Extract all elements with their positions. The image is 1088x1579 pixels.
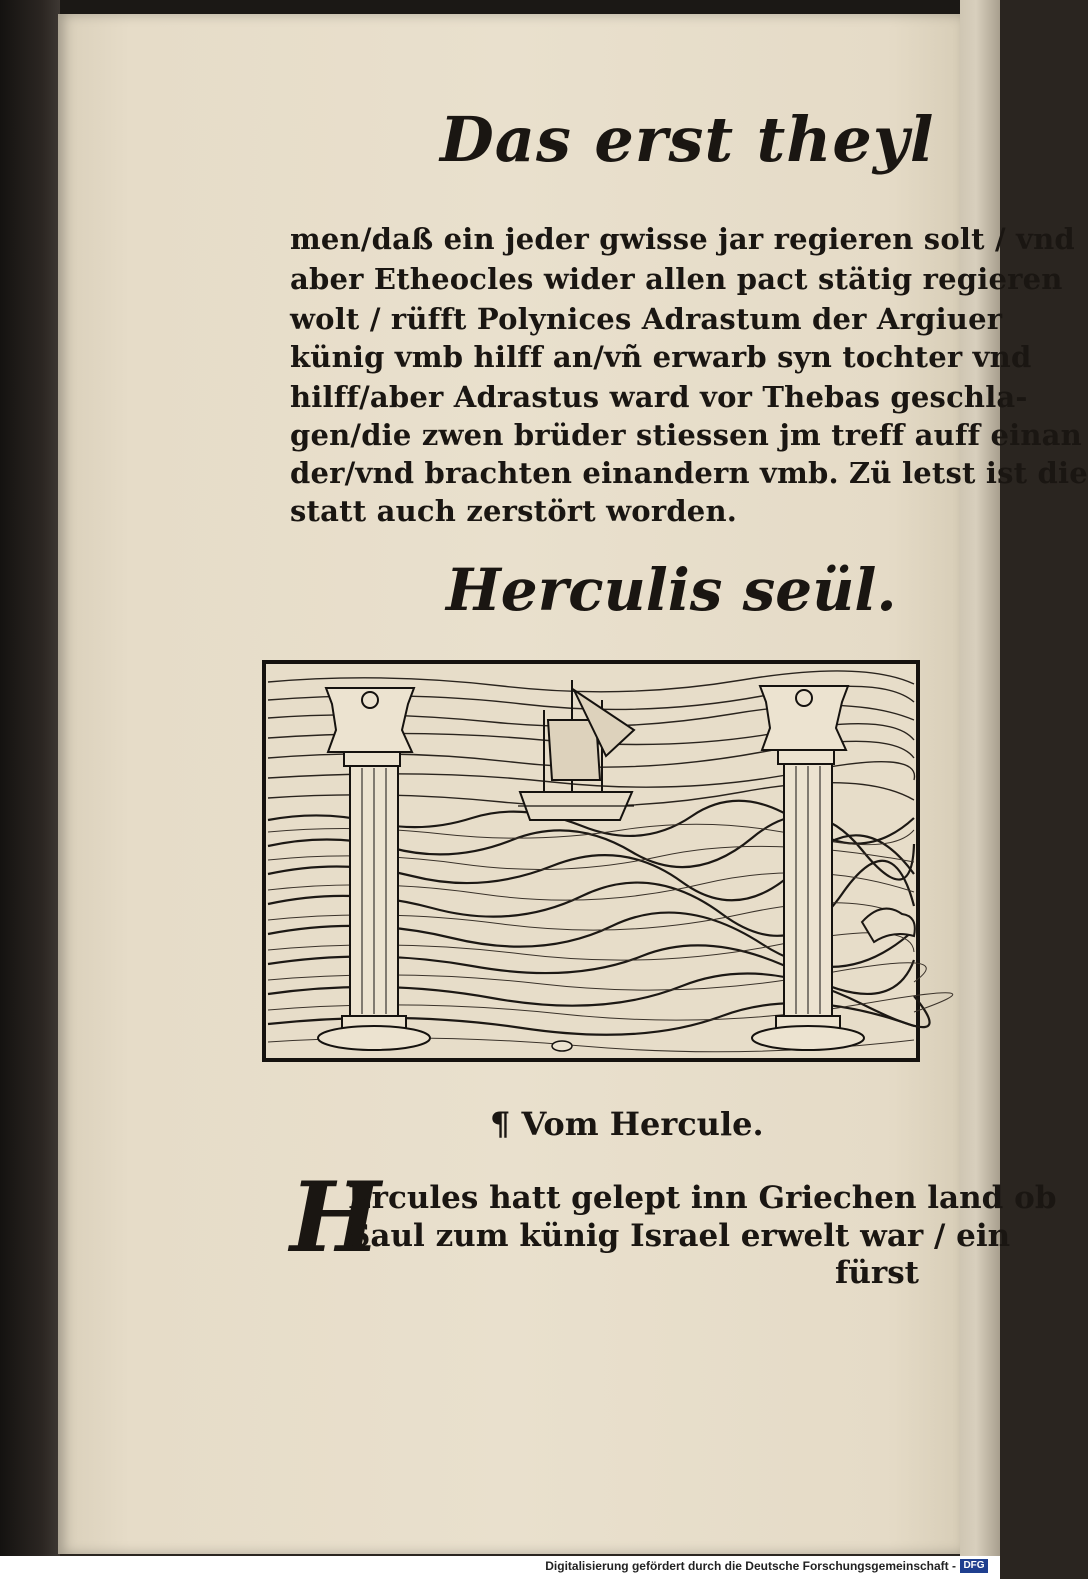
catchword: fürst (835, 1255, 919, 1291)
footer-credit-text: Digitalisierung gefördert durch die Deutsche Forschungsgemeinschaft - (545, 1559, 956, 1573)
body-line-4: künig vmb hilff an/vñ erwarb syn tochter vnd (290, 340, 1032, 374)
body-line-1: men/daß ein jeder gwisse jar regieren solt / vnd (290, 222, 1075, 256)
scan-left-binding (0, 0, 60, 1579)
body-line-5: hilff/aber Adrastus ward vor Thebas geschla- (290, 380, 1028, 414)
dfg-logo: DFG (960, 1559, 988, 1573)
running-head: Das erst theyl (440, 103, 935, 176)
section-heading: Herculis seül. (446, 556, 897, 624)
body-line-3: wolt / rüfft Polynices Adrastum der Argiuer (290, 302, 1003, 336)
woodcut-illustration (262, 660, 920, 1062)
body-line-7: der/vnd brachten einandern vmb. Zü letst ist die (290, 456, 1088, 490)
drop-cap-initial: H (290, 1161, 381, 1274)
paragraph-line-1: Ercules hatt gelept inn Griechen land ob (348, 1180, 1057, 1216)
paragraph-line-2: Saul zum künig Israel erwelt war / ein (348, 1218, 1011, 1254)
body-line-8: statt auch zerstört worden. (290, 494, 738, 528)
body-line-6: gen/die zwen brüder stiessen jm treff auff einan (290, 418, 1082, 452)
illustration-caption: ¶ Vom Hercule. (490, 1105, 764, 1143)
digitization-footer (0, 1556, 1000, 1579)
scan-top-edge (0, 0, 1000, 14)
body-line-2: aber Etheocles wider allen pact stätig regieren (290, 262, 1063, 296)
